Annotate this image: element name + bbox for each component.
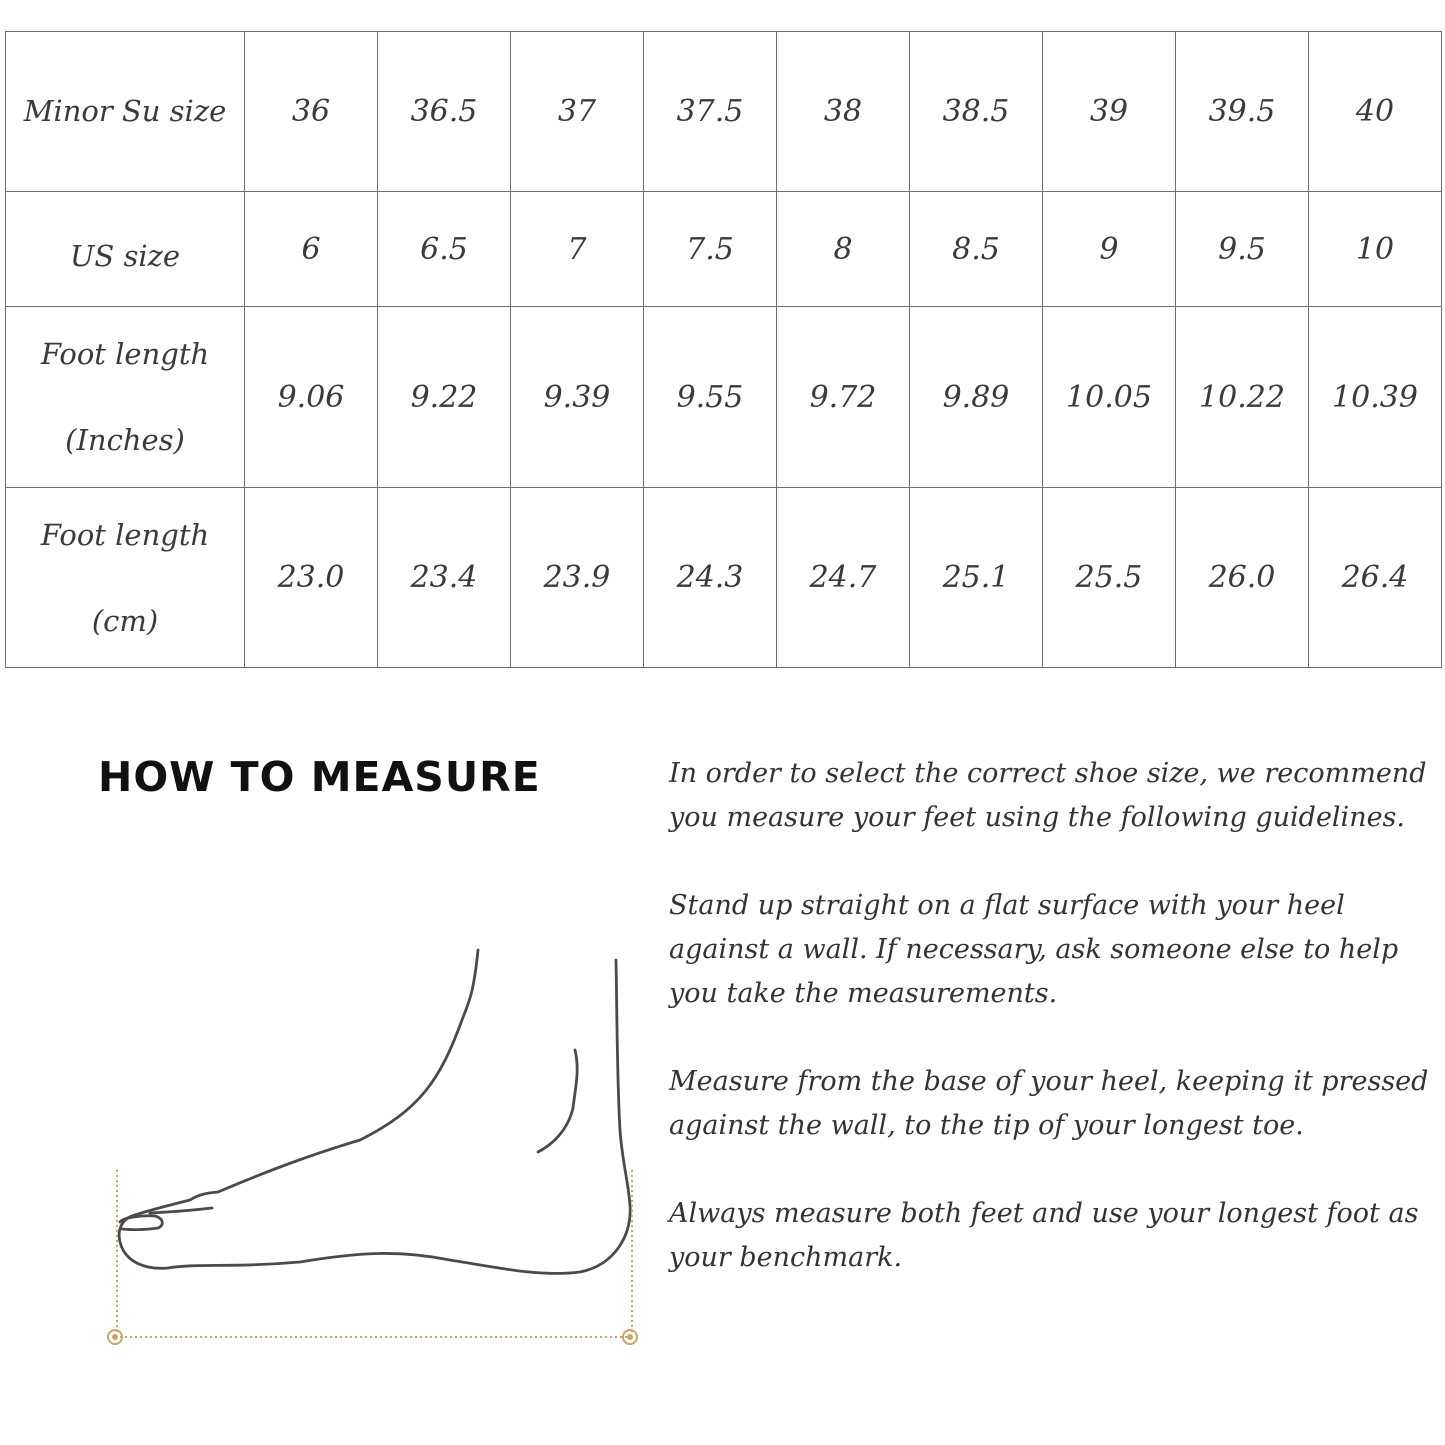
- cell-value: 37.5: [644, 32, 777, 192]
- cell-value: 23.0: [245, 488, 378, 668]
- how-to-measure-heading: HOW TO MEASURE: [98, 753, 541, 801]
- cell-value: 6.5: [378, 192, 511, 307]
- measure-instructions: [669, 752, 1439, 1324]
- cell-value: 37: [511, 32, 644, 192]
- cell-value: 23.9: [511, 488, 644, 668]
- row-label-minor-su-size: Minor Su size: [6, 32, 245, 192]
- cell-value: 7: [511, 192, 644, 307]
- foot-outline-icon: [95, 935, 655, 1365]
- cell-value: 9: [1043, 192, 1176, 307]
- cell-value: 8.5: [910, 192, 1043, 307]
- instruction-paragraph: Measure from the base of your heel, keeping it pressed against the wall, to the tip of your longest toe.: [669, 1066, 1429, 1141]
- cell-value: 23.4: [378, 488, 511, 668]
- cell-value: 26.4: [1309, 488, 1442, 668]
- cell-value: 10.39: [1309, 307, 1442, 488]
- instruction-paragraph: Stand up straight on a flat surface with your heel against a wall. If necessary, ask someone else to help you take the measurements.: [669, 890, 1399, 1009]
- size-chart-table: [5, 31, 1442, 668]
- row-label-foot-length-inches: Foot length (Inches): [6, 307, 245, 488]
- cell-value: 8: [777, 192, 910, 307]
- cell-value: 10.05: [1043, 307, 1176, 488]
- cell-value: 38: [777, 32, 910, 192]
- cell-value: 36: [245, 32, 378, 192]
- cell-value: 24.7: [777, 488, 910, 668]
- cell-value: 9.5: [1176, 192, 1309, 307]
- cell-value: 10: [1309, 192, 1442, 307]
- instruction-paragraph: Always measure both feet and use your longest foot as your benchmark.: [669, 1198, 1419, 1273]
- row-label-foot-length-cm: Foot length (cm): [6, 488, 245, 668]
- table-row-minor-su-size: [6, 32, 1442, 192]
- table-row-us-size: [6, 192, 1442, 307]
- cell-value: 9.22: [378, 307, 511, 488]
- cell-value: 24.3: [644, 488, 777, 668]
- cell-value: 26.0: [1176, 488, 1309, 668]
- cell-value: 9.89: [910, 307, 1043, 488]
- row-label-us-size: US size: [6, 192, 245, 307]
- cell-value: 9.55: [644, 307, 777, 488]
- cell-value: 9.06: [245, 307, 378, 488]
- cell-value: 10.22: [1176, 307, 1309, 488]
- cell-value: 39.5: [1176, 32, 1309, 192]
- table-row-foot-length-inches: [6, 307, 1442, 488]
- instruction-paragraph: In order to select the correct shoe size, we recommend you measure your feet using the following guidelines.: [669, 758, 1427, 833]
- cell-value: 9.72: [777, 307, 910, 488]
- cell-value: 6: [245, 192, 378, 307]
- cell-value: 39: [1043, 32, 1176, 192]
- cell-value: 38.5: [910, 32, 1043, 192]
- cell-value: 7.5: [644, 192, 777, 307]
- cell-value: 25.1: [910, 488, 1043, 668]
- cell-value: 40: [1309, 32, 1442, 192]
- cell-value: 36.5: [378, 32, 511, 192]
- table-row-foot-length-cm: [6, 488, 1442, 668]
- cell-value: 25.5: [1043, 488, 1176, 668]
- cell-value: 9.39: [511, 307, 644, 488]
